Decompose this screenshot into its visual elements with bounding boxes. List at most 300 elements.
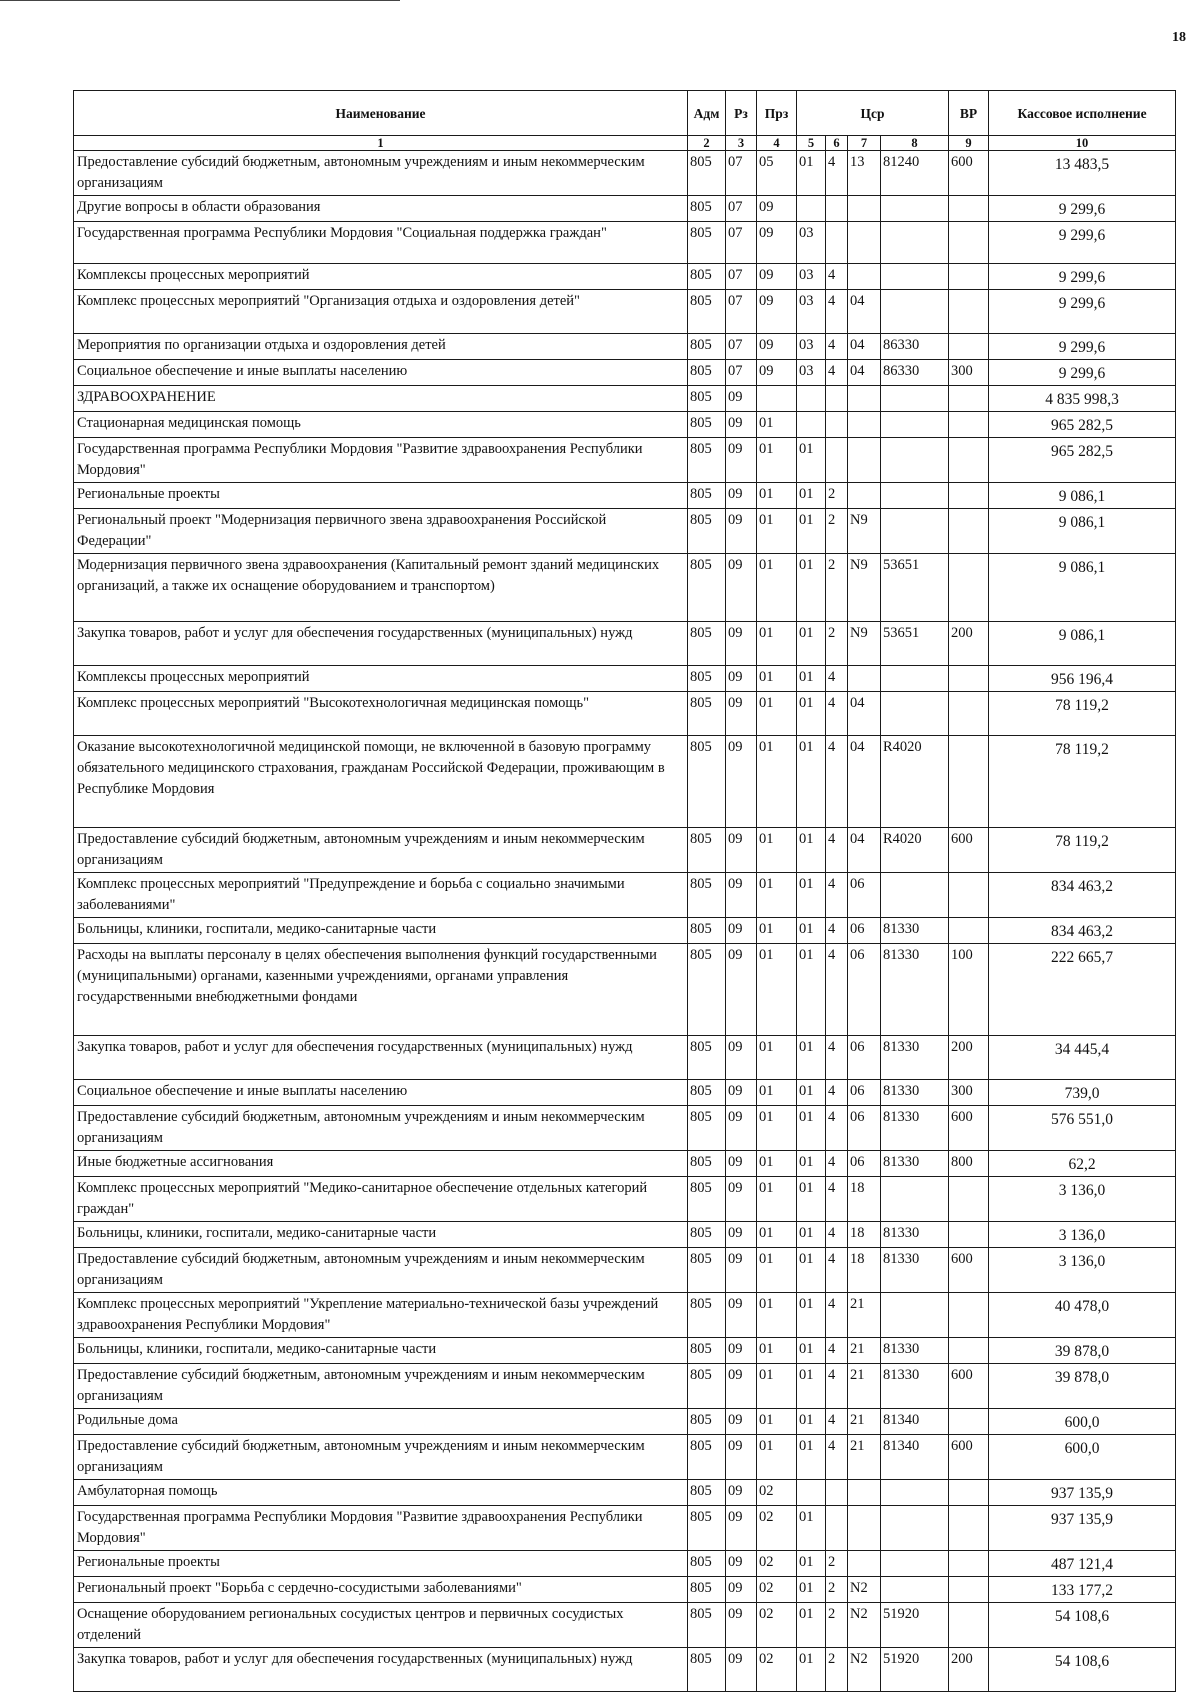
row-vr [949,290,989,334]
table-row [74,1577,1176,1603]
column-number: 3 [726,136,757,151]
row-csr-type: 2 [826,1551,848,1577]
row-csr-direction [881,196,949,222]
row-rz: 09 [726,1480,757,1506]
header-prz: Прз [757,91,797,136]
row-amount: 9 299,6 [989,264,1176,290]
row-prz: 01 [757,736,797,828]
row-csr-program: 01 [797,1648,826,1692]
row-csr-program [797,196,826,222]
table-row [74,1603,1176,1648]
row-rz: 09 [726,1106,757,1151]
row-adm: 805 [688,264,726,290]
row-adm: 805 [688,1409,726,1435]
row-amount: 937 135,9 [989,1506,1176,1551]
row-csr-program: 01 [797,1248,826,1293]
table-row [74,264,1176,290]
row-csr-direction [881,1177,949,1222]
row-prz: 01 [757,554,797,622]
row-rz: 09 [726,1080,757,1106]
row-adm: 805 [688,1435,726,1480]
row-name: Региональный проект "Борьба с сердечно-сосудистыми заболеваниями" [74,1577,688,1603]
row-adm: 805 [688,736,726,828]
row-amount: 3 136,0 [989,1177,1176,1222]
table-row [74,873,1176,918]
table-row [74,944,1176,1036]
row-amount: 4 835 998,3 [989,386,1176,412]
row-vr [949,692,989,736]
table-row [74,1080,1176,1106]
row-csr-type: 4 [826,1248,848,1293]
row-rz: 09 [726,1577,757,1603]
row-name: Больницы, клиники, госпитали, медико-санитарные части [74,1338,688,1364]
row-csr-type: 4 [826,360,848,386]
table-row [74,1364,1176,1409]
row-csr-direction: 81330 [881,1338,949,1364]
row-name: Закупка товаров, работ и услуг для обеспечения государственных (муниципальных) нужд [74,622,688,666]
row-prz: 01 [757,1151,797,1177]
row-adm: 805 [688,1151,726,1177]
row-adm: 805 [688,1106,726,1151]
row-csr-direction: 86330 [881,360,949,386]
row-name: Предоставление субсидий бюджетным, автономным учреждениям и иным некоммерческим организациям [74,151,688,196]
row-prz: 01 [757,1248,797,1293]
row-prz: 01 [757,873,797,918]
table-row [74,1036,1176,1080]
row-csr-program: 01 [797,509,826,554]
row-csr-type: 4 [826,918,848,944]
table-row [74,360,1176,386]
row-csr-program: 01 [797,1222,826,1248]
row-name: Амбулаторная помощь [74,1480,688,1506]
row-csr-type: 4 [826,666,848,692]
row-csr-type: 2 [826,1648,848,1692]
row-name: Региональные проекты [74,483,688,509]
row-csr-direction [881,1577,949,1603]
column-number: 9 [949,136,989,151]
row-vr [949,1577,989,1603]
row-csr-program: 01 [797,1577,826,1603]
row-vr: 300 [949,1080,989,1106]
table-row [74,828,1176,873]
row-prz: 01 [757,692,797,736]
table-row [74,1435,1176,1480]
table-row [74,666,1176,692]
row-csr-program: 01 [797,438,826,483]
row-name: Государственная программа Республики Мордовия "Социальная поддержка граждан" [74,222,688,264]
row-vr: 300 [949,360,989,386]
header-vr: ВР [949,91,989,136]
row-csr-type: 4 [826,1364,848,1409]
row-csr-subprogram: 06 [848,1080,881,1106]
row-amount: 600,0 [989,1435,1176,1480]
row-csr-direction [881,386,949,412]
row-vr [949,1551,989,1577]
row-csr-direction: 81340 [881,1409,949,1435]
row-csr-type: 4 [826,1036,848,1080]
row-csr-type [826,438,848,483]
row-csr-direction: 81330 [881,944,949,1036]
row-csr-subprogram: N9 [848,554,881,622]
row-name: Региональный проект "Модернизация первичного звена здравоохранения Российской Федерации" [74,509,688,554]
row-csr-type: 2 [826,483,848,509]
row-amount: 937 135,9 [989,1480,1176,1506]
row-csr-type: 2 [826,1603,848,1648]
row-vr [949,918,989,944]
row-rz: 09 [726,1248,757,1293]
row-csr-subprogram [848,1480,881,1506]
row-adm: 805 [688,1248,726,1293]
row-adm: 805 [688,438,726,483]
row-csr-type: 4 [826,828,848,873]
row-vr: 200 [949,1648,989,1692]
row-vr: 200 [949,1036,989,1080]
row-prz: 01 [757,483,797,509]
row-csr-subprogram: 04 [848,692,881,736]
row-name: Закупка товаров, работ и услуг для обеспечения государственных (муниципальных) нужд [74,1036,688,1080]
row-amount: 9 299,6 [989,360,1176,386]
row-csr-subprogram: 06 [848,1036,881,1080]
row-csr-program: 01 [797,828,826,873]
row-csr-direction: 81340 [881,1435,949,1480]
row-csr-direction [881,222,949,264]
row-rz: 09 [726,1409,757,1435]
row-vr: 800 [949,1151,989,1177]
row-name: Родильные дома [74,1409,688,1435]
row-adm: 805 [688,509,726,554]
row-amount: 739,0 [989,1080,1176,1106]
row-rz: 09 [726,483,757,509]
row-vr: 600 [949,1435,989,1480]
table-row [74,151,1176,196]
row-amount: 40 478,0 [989,1293,1176,1338]
row-csr-direction [881,264,949,290]
row-vr [949,1222,989,1248]
row-amount: 9 086,1 [989,622,1176,666]
row-csr-subprogram: N9 [848,622,881,666]
row-csr-direction: 81330 [881,1222,949,1248]
row-rz: 09 [726,438,757,483]
row-csr-subprogram [848,438,881,483]
row-vr [949,264,989,290]
row-amount: 9 299,6 [989,196,1176,222]
row-csr-direction [881,1480,949,1506]
row-adm: 805 [688,334,726,360]
row-prz: 01 [757,1435,797,1480]
row-csr-program: 01 [797,692,826,736]
table-row [74,1293,1176,1338]
table-row [74,736,1176,828]
row-prz: 02 [757,1506,797,1551]
row-csr-direction [881,509,949,554]
table-row [74,334,1176,360]
row-amount: 13 483,5 [989,151,1176,196]
row-csr-subprogram [848,666,881,692]
row-vr [949,222,989,264]
header-name: Наименование [74,91,688,136]
row-name: Комплекс процессных мероприятий "Предупреждение и борьба с социально значимыми заболеваниями" [74,873,688,918]
row-adm: 805 [688,1293,726,1338]
row-prz: 01 [757,1409,797,1435]
row-csr-type: 4 [826,692,848,736]
row-csr-subprogram [848,264,881,290]
row-csr-program: 01 [797,622,826,666]
table-row [74,1106,1176,1151]
column-number: 8 [881,136,949,151]
row-prz: 01 [757,1177,797,1222]
table-row [74,622,1176,666]
row-name: Закупка товаров, работ и услуг для обеспечения государственных (муниципальных) нужд [74,1648,688,1692]
row-rz: 09 [726,1551,757,1577]
row-prz: 01 [757,944,797,1036]
row-adm: 805 [688,554,726,622]
row-csr-program: 01 [797,1106,826,1151]
row-csr-type: 4 [826,1409,848,1435]
row-csr-subprogram: 21 [848,1364,881,1409]
row-adm: 805 [688,1036,726,1080]
row-adm: 805 [688,1603,726,1648]
row-csr-direction: 81240 [881,151,949,196]
row-csr-program: 01 [797,1551,826,1577]
row-name: Другие вопросы в области образования [74,196,688,222]
row-csr-program: 01 [797,918,826,944]
row-csr-subprogram: 04 [848,736,881,828]
table-row [74,412,1176,438]
row-amount: 222 665,7 [989,944,1176,1036]
row-adm: 805 [688,666,726,692]
row-adm: 805 [688,360,726,386]
row-csr-direction [881,290,949,334]
row-name: Расходы на выплаты персоналу в целях обеспечения выполнения функций государственными (муниципальными) органами, казенными учреждениями, органами управления государственными внебюджетными фондами [74,944,688,1036]
row-amount: 834 463,2 [989,918,1176,944]
row-csr-direction [881,692,949,736]
row-vr [949,483,989,509]
row-adm: 805 [688,1177,726,1222]
row-amount: 9 299,6 [989,290,1176,334]
row-rz: 09 [726,1293,757,1338]
row-csr-program: 01 [797,736,826,828]
row-csr-subprogram: 18 [848,1222,881,1248]
row-csr-subprogram: 21 [848,1338,881,1364]
row-csr-program: 03 [797,222,826,264]
row-csr-program: 01 [797,1603,826,1648]
row-adm: 805 [688,622,726,666]
row-vr [949,1603,989,1648]
table-row [74,1506,1176,1551]
row-vr: 600 [949,1248,989,1293]
row-csr-subprogram: 04 [848,828,881,873]
row-csr-type: 4 [826,1177,848,1222]
column-number: 5 [797,136,826,151]
row-name: Комплекс процессных мероприятий "Укрепление материально-технической базы учреждений здравоохранения Республики Мордовия" [74,1293,688,1338]
row-csr-type: 2 [826,1577,848,1603]
row-csr-type: 2 [826,622,848,666]
row-csr-program: 01 [797,483,826,509]
header-amount: Кассовое исполнение [989,91,1176,136]
row-rz: 07 [726,151,757,196]
row-rz: 09 [726,873,757,918]
row-adm: 805 [688,1506,726,1551]
row-csr-type: 4 [826,290,848,334]
row-csr-subprogram: 06 [848,873,881,918]
row-prz: 01 [757,622,797,666]
row-adm: 805 [688,151,726,196]
row-name: Мероприятия по организации отдыха и оздоровления детей [74,334,688,360]
row-adm: 805 [688,828,726,873]
row-csr-direction: 53651 [881,622,949,666]
row-amount: 54 108,6 [989,1603,1176,1648]
row-csr-type: 4 [826,944,848,1036]
row-csr-direction: R4020 [881,828,949,873]
row-csr-direction: 81330 [881,1248,949,1293]
row-rz: 09 [726,1603,757,1648]
header-rz: Рз [726,91,757,136]
row-vr: 200 [949,622,989,666]
row-vr [949,736,989,828]
row-csr-program: 01 [797,944,826,1036]
row-prz: 01 [757,1364,797,1409]
row-adm: 805 [688,1577,726,1603]
row-adm: 805 [688,692,726,736]
row-name: Социальное обеспечение и иные выплаты населению [74,360,688,386]
row-csr-program: 03 [797,360,826,386]
row-csr-direction: 81330 [881,1364,949,1409]
table-row [74,222,1176,264]
row-rz: 09 [726,666,757,692]
row-name: Иные бюджетные ассигнования [74,1151,688,1177]
row-csr-type: 2 [826,509,848,554]
row-csr-direction [881,483,949,509]
row-csr-direction [881,1506,949,1551]
row-amount: 133 177,2 [989,1577,1176,1603]
row-amount: 834 463,2 [989,873,1176,918]
row-prz: 02 [757,1603,797,1648]
row-csr-direction: 81330 [881,918,949,944]
row-csr-program: 03 [797,264,826,290]
row-csr-program: 01 [797,554,826,622]
row-csr-type: 4 [826,1106,848,1151]
row-name: Больницы, клиники, госпитали, медико-санитарные части [74,1222,688,1248]
row-vr [949,1409,989,1435]
row-amount: 78 119,2 [989,828,1176,873]
row-csr-subprogram [848,412,881,438]
row-rz: 07 [726,196,757,222]
row-name: ЗДРАВООХРАНЕНИЕ [74,386,688,412]
row-csr-direction [881,1293,949,1338]
row-vr: 100 [949,944,989,1036]
row-vr: 600 [949,828,989,873]
row-csr-direction [881,666,949,692]
row-csr-type [826,1506,848,1551]
row-csr-subprogram: 06 [848,1106,881,1151]
row-adm: 805 [688,483,726,509]
row-amount: 9 086,1 [989,483,1176,509]
row-amount: 487 121,4 [989,1551,1176,1577]
row-name: Предоставление субсидий бюджетным, автономным учреждениям и иным некоммерческим организациям [74,1106,688,1151]
row-vr [949,1480,989,1506]
row-name: Региональные проекты [74,1551,688,1577]
row-name: Комплекс процессных мероприятий "Медико-санитарное обеспечение отдельных категорий граждан" [74,1177,688,1222]
row-csr-type [826,1480,848,1506]
row-rz: 09 [726,1151,757,1177]
column-number: 7 [848,136,881,151]
row-rz: 09 [726,1364,757,1409]
row-csr-program: 01 [797,151,826,196]
row-rz: 09 [726,1036,757,1080]
column-number-row [74,136,1176,151]
row-csr-direction: 81330 [881,1151,949,1177]
row-rz: 09 [726,1222,757,1248]
row-csr-program: 01 [797,1435,826,1480]
row-amount: 34 445,4 [989,1036,1176,1080]
row-name: Модернизация первичного звена здравоохранения (Капитальный ремонт зданий медицинских организаций, а также их оснащение оборудованием и транспортом) [74,554,688,622]
row-csr-subprogram: 21 [848,1435,881,1480]
row-rz: 09 [726,1506,757,1551]
row-csr-direction: 53651 [881,554,949,622]
row-csr-subprogram: 06 [848,1151,881,1177]
header-row [74,91,1176,136]
row-csr-subprogram: 21 [848,1409,881,1435]
row-prz: 01 [757,412,797,438]
row-csr-subprogram [848,1551,881,1577]
row-rz: 09 [726,412,757,438]
row-prz: 05 [757,151,797,196]
table-row [74,1222,1176,1248]
row-name: Комплекс процессных мероприятий "Организация отдыха и оздоровления детей" [74,290,688,334]
row-vr [949,873,989,918]
row-vr [949,509,989,554]
row-vr [949,412,989,438]
row-csr-program [797,386,826,412]
row-amount: 54 108,6 [989,1648,1176,1692]
row-csr-subprogram: N2 [848,1603,881,1648]
row-prz: 01 [757,438,797,483]
row-vr [949,1293,989,1338]
row-rz: 09 [726,386,757,412]
row-vr [949,666,989,692]
row-csr-direction: 51920 [881,1603,949,1648]
row-amount: 3 136,0 [989,1222,1176,1248]
row-name: Комплексы процессных мероприятий [74,264,688,290]
row-amount: 78 119,2 [989,736,1176,828]
row-adm: 805 [688,1080,726,1106]
row-csr-subprogram: 04 [848,290,881,334]
row-csr-direction [881,438,949,483]
row-prz: 02 [757,1577,797,1603]
row-rz: 07 [726,334,757,360]
row-adm: 805 [688,1364,726,1409]
row-csr-program: 01 [797,1338,826,1364]
row-prz: 09 [757,222,797,264]
row-name: Предоставление субсидий бюджетным, автономным учреждениям и иным некоммерческим организациям [74,1435,688,1480]
row-rz: 07 [726,290,757,334]
row-csr-subprogram: 18 [848,1248,881,1293]
row-amount: 600,0 [989,1409,1176,1435]
row-vr [949,196,989,222]
row-csr-program: 01 [797,1506,826,1551]
row-csr-subprogram: N2 [848,1577,881,1603]
row-rz: 09 [726,622,757,666]
row-csr-subprogram [848,196,881,222]
row-adm: 805 [688,222,726,264]
row-csr-program: 01 [797,1080,826,1106]
row-csr-direction: 86330 [881,334,949,360]
row-prz [757,386,797,412]
header-adm: Адм [688,91,726,136]
table-row [74,1648,1176,1692]
row-csr-program [797,1480,826,1506]
row-vr [949,1506,989,1551]
